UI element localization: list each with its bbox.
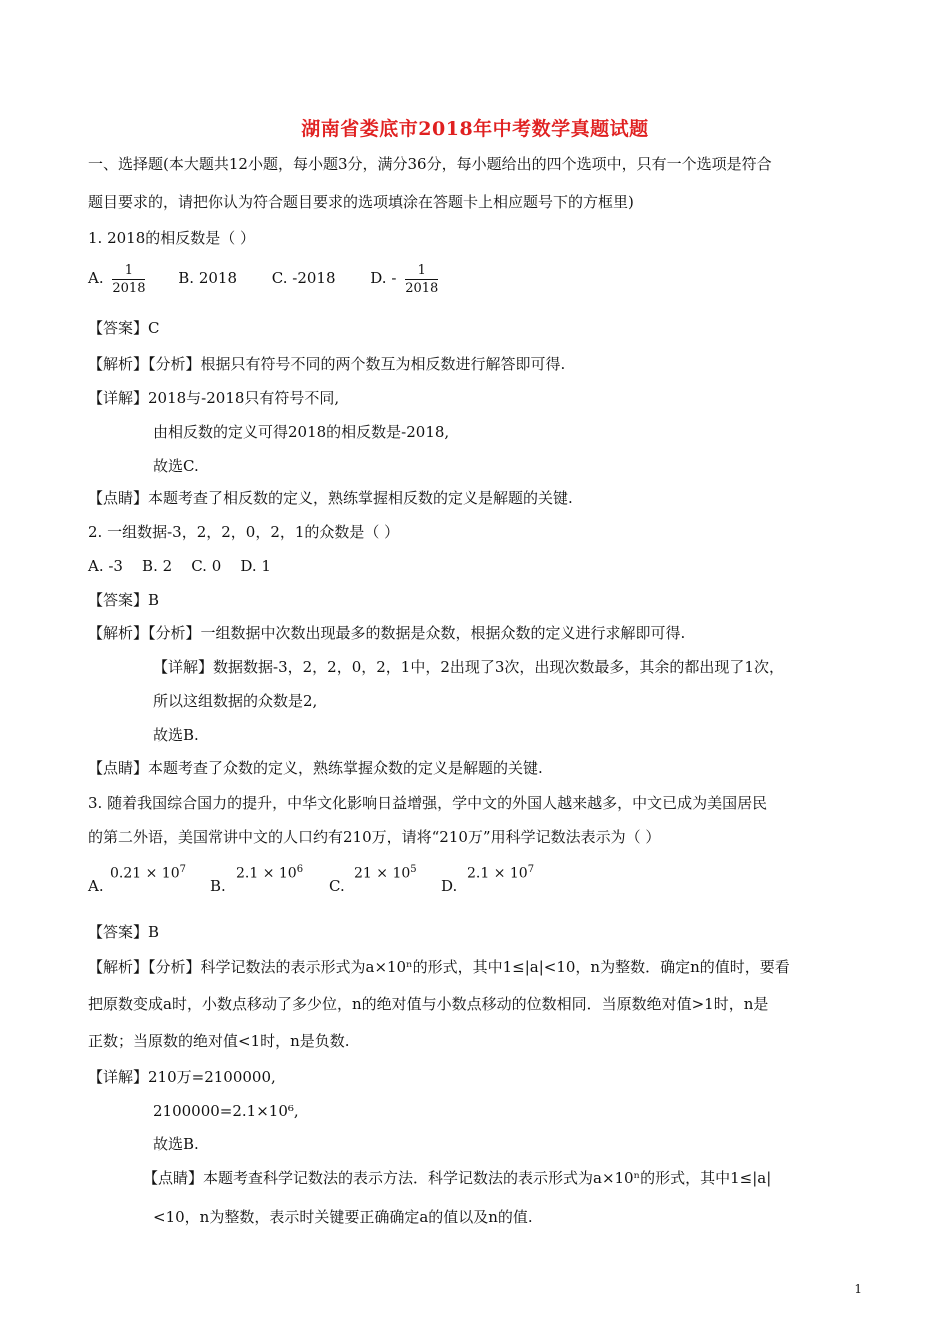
q1-options (88, 256, 438, 300)
q2-detail-line3: 故选B. (153, 726, 199, 744)
q3-option-d-base: 2.1 × 10 (467, 865, 528, 882)
q1-detail-line2: 由相反数的定义可得2018的相反数是-2018, (153, 423, 450, 441)
q3-detail-line3: 故选B. (153, 1135, 199, 1153)
q2-comment: 【点睛】本题考查了众数的定义，熟练掌握众数的定义是解题的关键. (88, 759, 543, 777)
q3-option-d (467, 864, 534, 882)
q3-option-c-exponent: 5 (410, 864, 417, 875)
q2-detail-line2: 所以这组数据的众数是2, (153, 692, 318, 710)
q1-answer: 【答案】C (88, 319, 160, 337)
q3-option-c-label: C. (329, 877, 345, 895)
q1-option-a (88, 262, 150, 296)
q1-option-d-fraction (405, 262, 438, 297)
q1-option-a-label: A. (88, 269, 104, 287)
q1-option-a-numerator: 1 (112, 262, 145, 280)
section-instructions-line1: 一、选择题(本大题共12小题，每小题3分，满分36分，每小题给出的四个选项中，只有一个选项是符合 (88, 155, 772, 173)
q3-option-b (236, 864, 303, 882)
q3-analysis-line1: 【解析】【分析】科学记数法的表示形式为a×10ⁿ的形式，其中1≤|a|<10，n为整数．确定n的值时，要看 (88, 958, 790, 976)
q1-option-a-fraction (112, 262, 145, 297)
q3-comment-line1: 【点睛】本题考查科学记数法的表示方法．科学记数法的表示形式为a×10ⁿ的形式，其中1≤|a| (143, 1169, 772, 1187)
q3-analysis-line2: 把原数变成a时，小数点移动了多少位，n的绝对值与小数点移动的位数相同．当原数绝对值>1时，n是 (88, 995, 769, 1013)
section-instructions-line2: 题目要求的，请把你认为符合题目要求的选项填涂在答题卡上相应题号下的方框里) (88, 193, 634, 211)
q3-option-a-label: A. (88, 877, 104, 895)
q1-option-b: B. 2018 (178, 269, 237, 287)
q3-option-a-base: 0.21 × 10 (110, 865, 180, 882)
q1-option-d-denominator: 2018 (405, 280, 439, 296)
q3-stem-line2: 的第二外语，美国常讲中文的人口约有210万，请将“210万”用科学记数法表示为（ ） (88, 828, 661, 846)
q1-detail-line1: 【详解】2018与-2018只有符号不同, (88, 389, 340, 407)
q3-answer: 【答案】B (88, 923, 160, 941)
q3-option-d-label: D. (441, 877, 458, 895)
q3-option-c (354, 864, 417, 882)
q3-option-a (110, 864, 186, 882)
q3-option-d-exponent: 7 (527, 864, 535, 875)
q3-option-b-label: B. (210, 877, 226, 895)
q1-analysis: 【解析】【分析】根据只有符号不同的两个数互为相反数进行解答即可得. (88, 355, 566, 373)
q1-option-d (370, 262, 439, 296)
q1-option-c: C. -2018 (271, 269, 336, 287)
q3-option-b-base: 2.1 × 10 (236, 865, 297, 882)
q3-stem-line1: 3. 随着我国综合国力的提升，中华文化影响日益增强，学中文的外国人越来越多，中文已成为美国居民 (88, 794, 768, 812)
q2-stem: 2. 一组数据-3，2，2，0，2，1的众数是（ ） (88, 523, 400, 541)
q1-comment: 【点睛】本题考查了相反数的定义，熟练掌握相反数的定义是解题的关键. (88, 489, 573, 507)
q2-analysis: 【解析】【分析】一组数据中次数出现最多的数据是众数，根据众数的定义进行求解即可得. (88, 624, 686, 642)
q3-detail-line1: 【详解】210万=2100000, (88, 1068, 276, 1086)
q1-stem: 1. 2018的相反数是（ ） (88, 229, 256, 247)
q3-option-b-exponent: 6 (296, 864, 304, 875)
q1-option-d-numerator: 1 (405, 262, 438, 280)
q3-detail-line2: 2100000=2.1×10⁶, (153, 1102, 299, 1120)
q3-comment-line2: <10，n为整数，表示时关键要正确确定a的值以及n的值. (153, 1208, 533, 1226)
page-number: 1 (854, 1282, 862, 1296)
page-title: 湖南省娄底市2018年中考数学真题试题 (301, 118, 649, 140)
q3-analysis-line3: 正数；当原数的绝对值<1时，n是负数. (88, 1032, 350, 1050)
q2-options: A. -3 B. 2 C. 0 D. 1 (88, 557, 271, 575)
q2-answer: 【答案】B (88, 591, 160, 609)
q3-option-a-exponent: 7 (179, 864, 186, 875)
q1-detail-line3: 故选C. (153, 457, 199, 475)
q1-option-a-denominator: 2018 (112, 280, 146, 296)
q3-option-c-base: 21 × 10 (354, 865, 411, 882)
q1-option-d-label: D. - (370, 269, 397, 287)
q2-detail-line1: 【详解】数据数据-3，2，2，0，2，1中，2出现了3次，出现次数最多，其余的都出现了1次， (153, 658, 784, 676)
